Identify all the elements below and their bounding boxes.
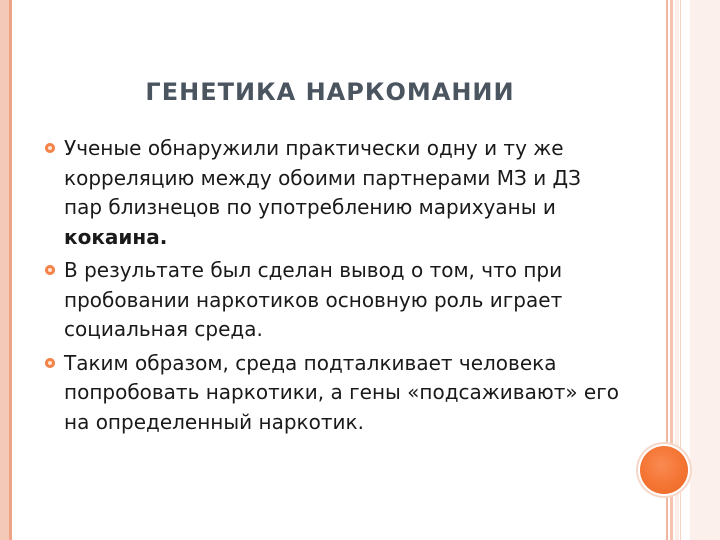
circle-bullet-icon: [45, 265, 55, 275]
bullet-emphasis: кокаина.: [64, 224, 168, 249]
bullet-item: [44, 134, 624, 252]
bullet-text: Таким образом, среда подталкивает человека попробовать наркотики, а гены «подсаживают» его на определенный наркотик.: [64, 350, 619, 434]
circle-bullet-icon: [45, 358, 55, 368]
bullet-text: Ученые обнаружили практически одну и ту же корреляцию между обоими партнерами МЗ и ДЗ пар близнецов по употреблению марихуаны и: [64, 136, 582, 219]
right-border-band: [690, 0, 720, 540]
circle-bullet-icon: [45, 143, 55, 153]
slide-title: ГЕНЕТИКА НАРКОМАНИИ: [145, 78, 515, 106]
bullet-item: [44, 349, 624, 438]
bullet-text: В результате был сделан вывод о том, что при пробовании наркотиков основную роль играет социальная среда.: [64, 258, 563, 341]
bullet-list: [44, 134, 624, 441]
bullet-item: [44, 256, 624, 345]
orange-circle-icon: [640, 446, 688, 494]
